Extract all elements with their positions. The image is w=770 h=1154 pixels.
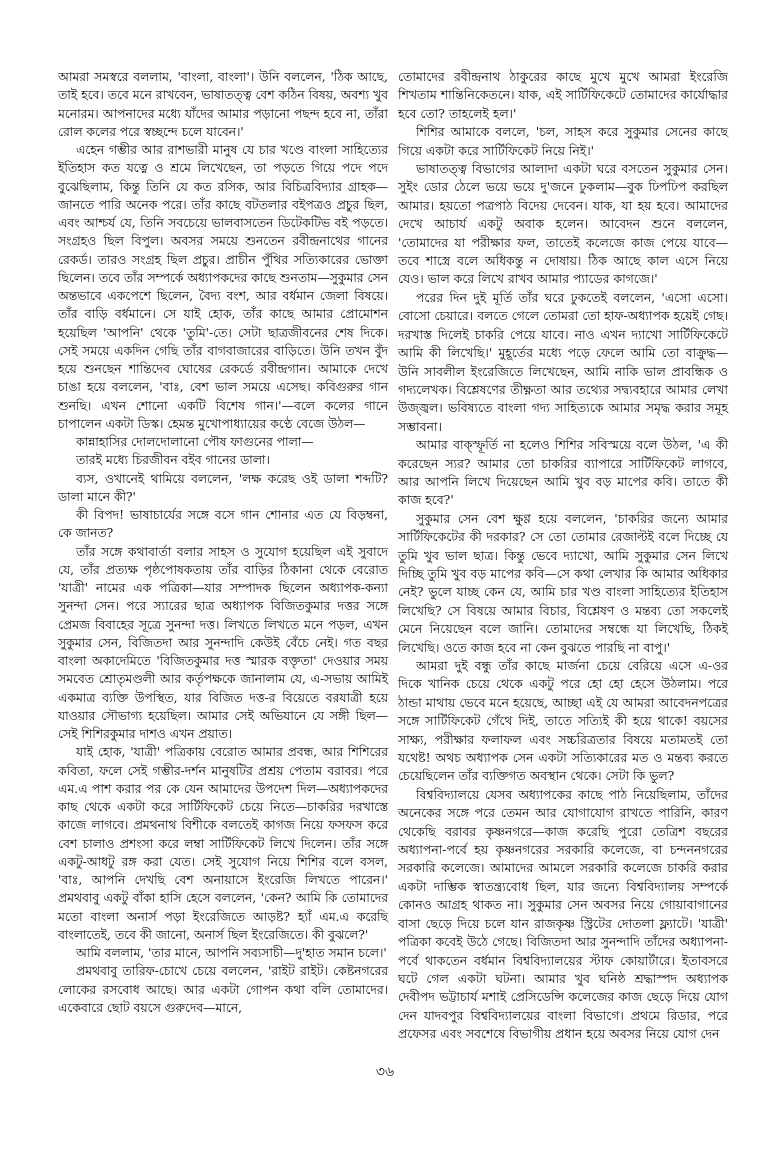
paragraph: তাঁর সঙ্গে কথাবার্তা বলার সাহস ও সুযোগ হয়েছিল এই সুবাদে যে, তাঁর প্রত্যক্ষ পৃষ্ঠপোষকতায় তাঁর বাড়ির ঠিকানা থেকে বেরোত 'যাত্রী' নামের এক পত্রিকা—যার সম্পাদক ছিলেন অধ্যাপক-কন্যা সুনন্দা সেন। পরে স্যারের ছাত্র অধ্যাপক বিজিতকুমার দত্তর সঙ্গে প্রেমজ বিবাহের সূত্রে সুনন্দা দত্ত। লিখতে লিখতে মনে পড়ল, এখন সুকুমার সেন, বিজিতদা আর সুনন্দাদি কেউই বেঁচে নেই। গত বছর বাংলা অকাদেমিতে 'বিজিতকুমার দত্ত স্মারক বক্তৃতা' দেওয়ার সময় সমবেত শ্রোতৃমণ্ডলী আর কর্তৃপক্ষকে জানালাম যে, এ-সভায় আমিই একমাত্র ব্যক্তি উপস্থিত, যার বিজিত দত্ত-র বিয়েতে বরযাত্রী হয়ে যাওয়ার সৌভাগ্য হয়েছিল। আমার সেই অভিযানে যে সঙ্গী ছিল—সেই শিশিরকুমার দাশও এখন প্রয়াত। <box>58 544 388 741</box>
paragraph: তোমাদের রবীন্দ্রনাথ ঠাকুরের কাছে মুখে মুখে আমরা ইংরেজি শিখতাম শান্তিনিকেতনে। যাক, এই সার্টিফিকেটে তোমাদের কার্যোদ্ধার হবে তো? তাহলেই হল।' <box>398 69 728 121</box>
paragraph: পরের দিন দুই মূর্তি তাঁর ঘরে ঢুকতেই বললেন, 'এসো এসো। বোসো চেয়ারে। বলতে গেলে তোমরা তো হাফ-অধ্যাপক হয়েই গেছ। দরখাস্ত দিলেই চাকরি পেয়ে যাবে। নাও এখন দ্যাখো সার্টিফিকেটে আমি কী লিখেছি।' মুহূর্তের মধ্যে পড়ে ফেলে আমি তো বাক্রুদ্ধ—উনি সাবলীল ইংরেজিতে লিখেছেন, আমি নাকি ভাল প্রাবন্ধিক ও গদ্যলেখক। বিশ্লেষণের তীক্ষ্ণতা আর তথ্যের সদ্ব্যবহারে আমার লেখা উজ্জ্বল। ভবিষ্যতে বাংলা গদ্য সাহিত্যকে আমার সমৃদ্ধ করার সমূহ সম্ভাবনা। <box>398 289 728 434</box>
right-column <box>398 68 728 1044</box>
paragraph: আমি বললাম, 'তার মানে, আপনি সব্যসাচী—দু'হাত সমান চলে।' <box>76 946 387 960</box>
paragraph: ব্যস, ওখানেই থামিয়ে বললেন, 'লক্ষ করেছ ওই ডালা শব্দটি? ডালা মানে কী?' <box>58 471 388 504</box>
paragraph: আমার বাক্স্ফূর্তি না হলেও শিশির সবিস্ময়ে বলে উঠল, 'এ কী করেছেন স্যর? আমার তো চাকরির ব্যাপারে সার্টিফিকেট লাগবে, আর আপনি লিখে দিয়েছেন আমি খুব বড় মাপের কবি। তাতে কী কাজ হবে?' <box>398 437 728 508</box>
paragraph: শিশির আমাকে বললে, 'চল, সাহস করে সুকুমার সেনের কাছে গিয়ে একটা করে সার্টিফিকেট নিয়ে নিই।' <box>398 124 728 158</box>
verse-line: তারই মধ্যে চিরজীবন বইব গানের ডালা। <box>76 453 270 468</box>
paragraph: কী বিপদ! ভাষাচার্যের সঙ্গে বসে গান শোনার এত যে বিড়ম্বনা, কে জানত? <box>58 508 388 541</box>
paragraph: আমরা সমস্বরে বললাম, 'বাংলা, বাংলা'। উনি বললেন, 'ঠিক আছে, তাই হবে। তবে মনে রাখবেন, ভাষাতত্ত্ব বেশ কঠিন বিষয়, অবশ্য খুব মনোরম। আপনাদের মধ্যে যাঁদের আমার পড়ানো পছন্দ হবে না, তাঁরা রোল কলের পরে স্বচ্ছন্দে চলে যাবেন।' <box>58 70 388 139</box>
page-number: ৩৬ <box>375 1064 395 1080</box>
paragraph: সুকুমার সেন বেশ ক্ষুণ্ণ হয়ে বললেন, 'চাকরির জন্যে আমার সার্টিফিকেটের কী দরকার? সে তো তোমার রেজাল্টই বলে দিচ্ছে যে তুমি খুব ভাল ছাত্র। কিন্তু ভেবে দ্যাখো, আমি সুকুমার সেন লিখে দিচ্ছি তুমি খুব বড় মাপের কবি—সে কথা লেখার কি আমার অধিকার নেই? ভুলে যাচ্ছ কেন যে, আমি চার খণ্ড বাংলা সাহিত্যের ইতিহাস লিখেছি? সে বিষয়ে আমার বিচার, বিশ্লেষণ ও মন্তব্য তো সকলেই মেনে নিয়েছেন বলে জানি। তোমাদের সম্বন্ধে যা লিখেছি, ঠিকই লিখেছি। ওতে কাজ হবে না কেন বুঝতে পারছি না বাপু।' <box>398 510 728 655</box>
paragraph: প্রমথবাবু তারিফ-চোখে চেয়ে বললেন, 'রাইট রাইট। কেষ্টনগরের লোকের রসবোধ আছে। আর একটা গোপন কথা বলি তোমাদের। একেবারে ছোট বয়সে গুরুদেব—মানে, <box>58 964 388 1015</box>
paragraph: এহেন গম্ভীর আর রাশভারী মানুষ যে চার খণ্ডে বাংলা সাহিত্যের ইতিহাস কত যত্নে ও শ্রমে লিখেছেন, তা পড়তে গিয়ে পদে পদে বুঝেছিলাম, কিন্তু তিনি যে কত রসিক, আর বিচিত্রবিদ্যার গ্রাহক—জানতে পারি অনেক পরে। তাঁর কাছে বটতলার বইপত্রও প্রচুর ছিল, এবং আশ্চর্য যে, তিনি সবচেয়ে ভালবাসতেন ডিটেকটিভ বই পড়তে। সংগ্রহও ছিল বিপুল। অবসর সময়ে শুনতেন রবীন্দ্রনাথের গানের রেকর্ড। তারও সংগ্রহ ছিল প্রচুর। প্রাচীন পুঁথির সত্যিকারের ভোক্তা ছিলেন। তবে তাঁর সম্পর্কে অধ্যাপকদের কাছে শুনতাম—সুকুমার সেন অন্তভাবে একপেশে ছিলেন, বৈদ্য বংশ, আর বর্ধমান জেলা বিষয়ে। তাঁর বাড়ি বর্ধমানে। সে যাই হোক, তাঁর কাছে আমার প্রোমোশন হয়েছিল 'আপনি' থেকে 'তুমি'-তে। সেটা ছাত্রজীবনের শেষ দিকে। সেই সময়ে একদিন গেছি তাঁর বাগবাজারের বাড়িতে। উনি তখন বুঁদ হয়ে শুনছেন শান্তিদেব ঘোষের রেকর্ডে রবীন্দ্রগান। আমাকে দেখে চাঙা হয়ে বললেন, 'বাঃ, বেশ ভাল সময়ে এসেছ। কবিগুরুর গান শুনছি। এখন শোনো একটি বিশেষ গান।'—বলে কলের গানে চাপালেন একটা ডিস্ক। হেমন্ত মুখোপাধ্যায়ের কণ্ঠে বেজে উঠল— <box>58 143 388 431</box>
paragraph: আমরা দুই বন্ধু তাঁর কাছে মার্জনা চেয়ে বেরিয়ে এসে এ-ওর দিকে খানিক চেয়ে থেকে একটু পরে হো হো হেসে উঠলাম। পরে ঠান্ডা মাথায় ভেবে মনে হয়েছে, আচ্ছা এই যে আমরা আবেদনপত্রের সঙ্গে সার্টিফিকেট গেঁথে দিই, তাতে সত্যিই কী হয়ে থাকে! বয়সের সাক্ষ্য, পরীক্ষার ফলাফল এবং সচ্চরিত্রতার বিষয়ে মতামতই তো যথেষ্ট! অথচ অধ্যাপক সেন একটা সত্যিকারের মত ও মন্তব্য করতে চেয়েছিলেন তাঁর ব্যক্তিগত অবস্থান থেকে। সেটা কি ভুল? <box>398 658 728 784</box>
paragraph: যাই হোক, 'যাত্রী' পত্রিকায় বেরোত আমার প্রবন্ধ, আর শিশিরের কবিতা, ফলে সেই গম্ভীর-দর্শন মানুষটির প্রশ্রয় পেতাম বরাবর। পরে এম.এ পাশ করার পর কে যেন আমাদের উপদেশ দিল—অধ্যাপকদের কাছ থেকে একটা করে সার্টিফিকেট চেয়ে নিতে—চাকরির দরখাস্তে কাজে লাগবে। প্রমথনাথ বিশীকে বলতেই কাগজ নিয়ে ফসফস করে বেশ চালাও প্রশংসা করে লম্বা সার্টিফিকেট লিখে দিলেন। তাঁর সঙ্গে একটু-আধটু রঙ্গ করা যেত। সেই সুযোগ নিয়ে শিশির বলে বসল, 'বাঃ, আপনি দেখছি বেশ অনায়াসে ইংরেজি লিখতে পারেন।' প্রমথবাবু একটু বাঁকা হাসি হেসে বললেন, 'কেন? আমি কি তোমাদের মতো বাংলা অনার্স পড়া ইংরেজিতে আড়ষ্ট? হ্যাঁ এম.এ করেছি বাংলাতেই, তবে কী জানো, অনার্স ছিল ইংরেজিতে। কী বুঝলে?' <box>58 745 388 942</box>
verse-line: কান্নাহাসির দোলদোলানো পৌষ ফাগুনের পালা— <box>76 435 314 449</box>
left-column <box>58 68 388 1017</box>
paragraph: বিশ্ববিদ্যালয়ে যেসব অধ্যাপকের কাছে পাঠ নিয়েছিলাম, তাঁদের অনেকের সঙ্গে পরে তেমন আর যোগাযোগ রাখতে পারিনি, কারণ থেকেছি বরাবর কৃষ্ণনগরে—কাজ করেছি পুরো তেত্রিশ বছরের অধ্যাপনা-পর্বে হয় কৃষ্ণনগরের সরকারি কলেজে, বা চন্দননগরের সরকারি কলেজে। আমাদের আমলে সরকারি কলেজে চাকরি করার একটা দাম্ভিক স্বাতন্ত্র্যবোধ ছিল, যার জন্যে বিশ্ববিদ্যালয় সম্পর্কে কোনও আগ্রহ থাকত না। সুকুমার সেন অবসর নিয়ে গোয়াবাগানের বাসা ছেড়ে দিয়ে চলে যান রাজকৃষ্ণ স্ট্রিটের দোতলা ফ্ল্যাটে। 'যাত্রী' পত্রিকা কবেই উঠে গেছে। বিজিতদা আর সুনন্দাদি তাঁদের অধ্যাপনা-পর্বে থাকতেন বর্ধমান বিশ্ববিদ্যালয়ের স্টাফ কোয়ার্টারে। ইতাবসরে ঘটে গেল একটা ঘটনা। আমার খুব ঘনিষ্ঠ শ্রদ্ধাস্পদ অধ্যাপক দেবীপদ ভট্টাচার্য মশাই প্রেসিডেন্সি কলেজের কাজ ছেড়ে দিয়ে যোগ দেন যাদবপুর বিশ্ববিদ্যালয়ের বাংলা বিভাগে। প্রথমে রিডার, পরে প্রফেসর এবং সবশেষে বিভাগীয় প্রধান হয়ে অবসর নিয়ে যোগ দেন <box>398 786 728 1042</box>
paragraph: ভাষাতত্ত্ব বিভাগের আলাদা একটা ঘরে বসতেন সুকুমার সেন। সুইং ডোর ঠেলে ভয়ে ভয়ে দু'জনে ঢুকলাম—বুক ঢিপঢিপ করছিল আমার। হয়তো পত্রপাঠ বিদেয় দেবেন। যাক, যা হয় হবে। আমাদের দেখে আচার্য একটু অবাক হলেন। আবেদন শুনে বললেন, 'তোমাদের যা পরীক্ষার ফল, তাতেই কলেজে কাজ পেয়ে যাবে—তবে শাস্ত্রে বলে অধিকন্তু ন দোষায়। ঠিক আছে কাল এসে নিয়ে যেও। ভাল করে লিখে রাখব আমার প্যাডের কাগজে।' <box>398 161 728 287</box>
